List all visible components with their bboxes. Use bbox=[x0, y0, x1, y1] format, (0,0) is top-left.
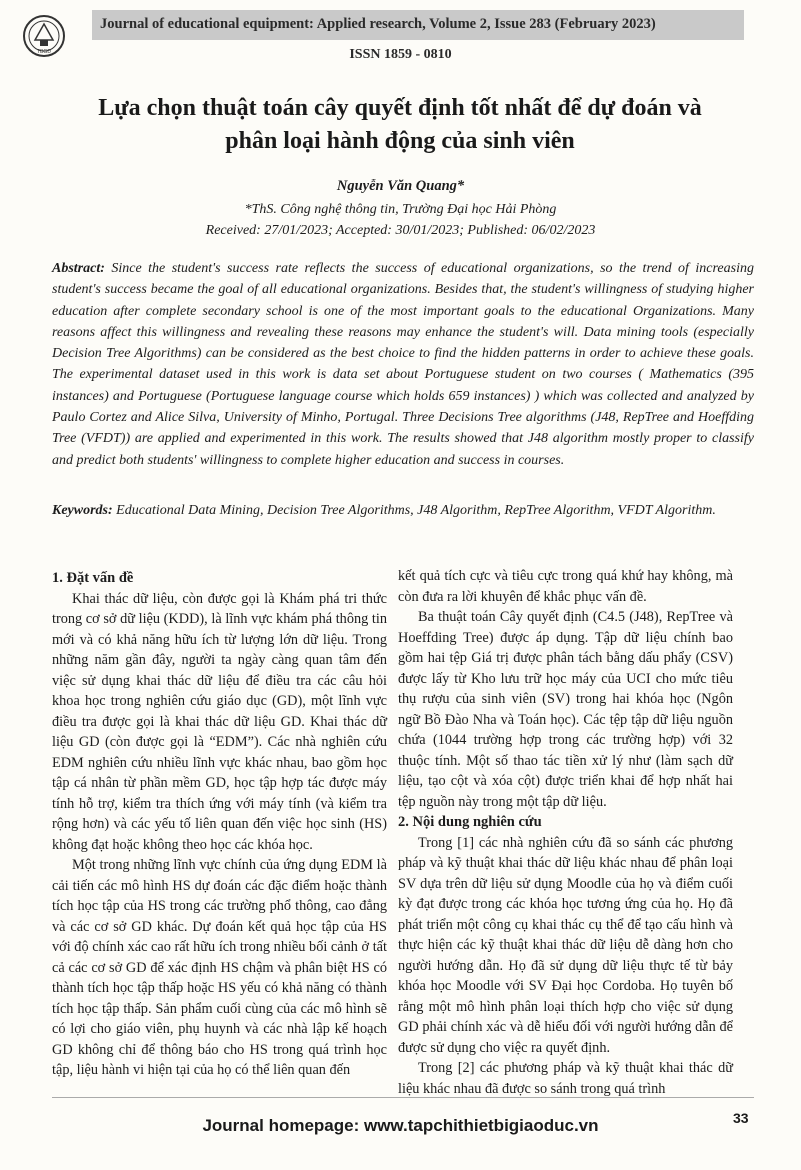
abstract-label: Abstract: bbox=[52, 261, 105, 276]
abstract bbox=[52, 258, 754, 471]
left-paragraph-2: Một trong những lĩnh vực chính của ứng dụng EDM là cải tiến các mô hình HS dự đoán các đặc điểm hoặc thành tích học tập của HS trong các trường phổ thông, cao đẳng và các cơ sở GD khác. Dự đoán kết quả học tập của HS với độ chính xác cao rất hữu ích trong nhiều bối cảnh ở tất cả các cơ sở GD để xác định HS chậm và phân biệt HS có thành tích học tập thấp hoặc HS yếu có khả năng có thành tích học tập thấp. Sản phẩm cuối cùng của các mô hình sẽ có lợi cho giáo viên, phụ huynh và các nhà lập kế hoạch GD không chỉ để thông báo cho HS trong quá trình học tập, liệu hành vi hiện tại của họ có thể liên quan đến bbox=[52, 857, 387, 1078]
left-paragraph-1: Khai thác dữ liệu, còn được gọi là Khám phá tri thức trong cơ sở dữ liệu (KDD), là lĩnh vực khám phá thông tin mới và có khả năng hữu ích từ lượng lớn dữ liệu. Trong những năm gần đây, người ta ngày càng quan tâm đến việc sử dụng khai thác dữ liệu để điều tra các câu hỏi khoa học trong nghiên cứu giáo dục (GD), một lĩnh vực điều tra được gọi là khai thác dữ liệu GD. Khai thác dữ liệu GD (còn được gọi là “EDM”). Các nhà nghiên cứu EDM nghiên cứu nhiều lĩnh vực khác nhau, bao gồm học tập cá nhân từ phần mềm GD, học tập hợp tác được máy tính hỗ trợ, kiểm tra thích ứng với máy tính (và kiểm tra rộng hơn) và các yếu tố liên quan đến việc học sinh (HS) không đạt hoặc không theo học các khóa học. bbox=[52, 590, 387, 853]
left-column bbox=[52, 568, 387, 1081]
abstract-text: Since the student's success rate reflects the success of educational organizations, so the trend of increasing student's success became the goal of all educational organizations. Besides that, the student's willingness of studying higher education after complete secondary school is one of the most important goals to the educational Organizations. Many reasons affect this willingness and revealing these reasons may enhance the student's will. Data mining tools (especially Decision Tree Algorithms) can be considered as the best choice to find the hidden patterns in order to achieve these goals. The experimental dataset used in this work is data set about Portuguese student on two courses ( Mathematics (395 instances) and Portuguese (Portuguese language course which holds 659 instances) ) which was collected and analyzed by Paulo Cortez and Alice Silva, University of Minho, Portugal. Three Decisions Tree algorithms (J48, RepTree and Hoeffding Tree (VFDT)) are applied and experimented in this work. The results showed that J48 algorithm mostly proper to classify and predict both students' willingness to complete higher education and success in courses. bbox=[52, 261, 754, 468]
right-paragraph-2: Trong [1] các nhà nghiên cứu đã so sánh các phương pháp và kỹ thuật khai thác dữ liệu khác nhau để phân loại SV dựa trên dữ liệu sử dụng Moodle của họ và điểm cuối kỳ đạt được trong các khóa học tương ứng của họ. Họ đã phát triển một công cụ khai thác cụ thể để tạo cấu hình và thực hiện các kỹ thuật khai thác dữ liệu dễ dàng hơn cho người hướng dẫn. Họ đã sử dụng dữ liệu thực tế từ bảy khóa học Moodle với SV Đại học Cordoba. Họ tuyên bố rằng một mô hình phân loại thích hợp cho việc sử dụng GD phải chính xác và dễ hiểu đối với người hướng dẫn để được sử dụng cho việc ra quyết định. bbox=[398, 834, 733, 1056]
article-title bbox=[20, 92, 780, 158]
journal-title: Journal of educational equipment: Applied research, Volume 2, Issue 283 (February 2023) bbox=[100, 16, 656, 32]
right-column bbox=[398, 566, 733, 1099]
title-line-1: Lựa chọn thuật toán cây quyết định tốt nhất để dự đoán và bbox=[98, 95, 702, 121]
issn: ISSN 1859 - 0810 bbox=[349, 47, 452, 62]
keywords-label: Keywords: bbox=[52, 503, 113, 518]
keywords bbox=[52, 500, 754, 521]
title-line-2: phân loại hành động của sinh viên bbox=[225, 128, 575, 154]
footer-divider bbox=[52, 1097, 754, 1098]
right-paragraph-3: Trong [2] các phương pháp và kỹ thuật khai thác dữ liệu khác nhau đã được so sánh trong quá trình bbox=[398, 1060, 733, 1097]
publication-dates: Received: 27/01/2023; Accepted: 30/01/2023; Published: 06/02/2023 bbox=[205, 223, 596, 238]
author: Nguyễn Văn Quang* bbox=[336, 178, 465, 194]
svg-text:TBGD: TBGD bbox=[37, 49, 51, 55]
right-paragraph-1: Ba thuật toán Cây quyết định (C4.5 (J48), RepTree và Hoeffding Tree) được áp dụng. Tập dữ liệu chính bao gồm hai tệp Giá trị được phân tách bằng dấu phẩy (CSV) được lấy từ Kho lưu trữ học máy của UCI cho mức tiêu thụ rượu của sinh viên (SV) trong hai khóa học (Ngôn ngữ Bồ Đào Nha và Toán học). Các tệp tập dữ liệu nguồn chứa (1044 trường hợp trong các trường hợp) với 32 thuộc tính. Một số thao tác tiền xử lý như (làm sạch dữ liệu, tạo cột và xóa cột) được triển khai để hợp nhất hai tệp nguồn này trong một tập dữ liệu. bbox=[398, 609, 733, 810]
keywords-text: Educational Data Mining, Decision Tree Algorithms, J48 Algorithm, RepTree Algorithm, VFDT Algorithm. bbox=[112, 503, 716, 518]
section-2-heading: 2. Nội dung nghiên cứu bbox=[398, 814, 542, 830]
affiliation: *ThS. Công nghệ thông tin, Trường Đại học Hải Phòng bbox=[244, 202, 557, 217]
right-paragraph-0: kết quả tích cực và tiêu cực trong quá khứ hay không, mà còn đưa ra lời khuyên để khắc phục vấn đề. bbox=[398, 568, 733, 605]
page-number: 33 bbox=[733, 1110, 749, 1126]
journal-homepage: Journal homepage: www.tapchithietbigiaoduc.vn bbox=[202, 1116, 599, 1135]
section-1-heading: 1. Đặt vấn đề bbox=[52, 570, 134, 586]
